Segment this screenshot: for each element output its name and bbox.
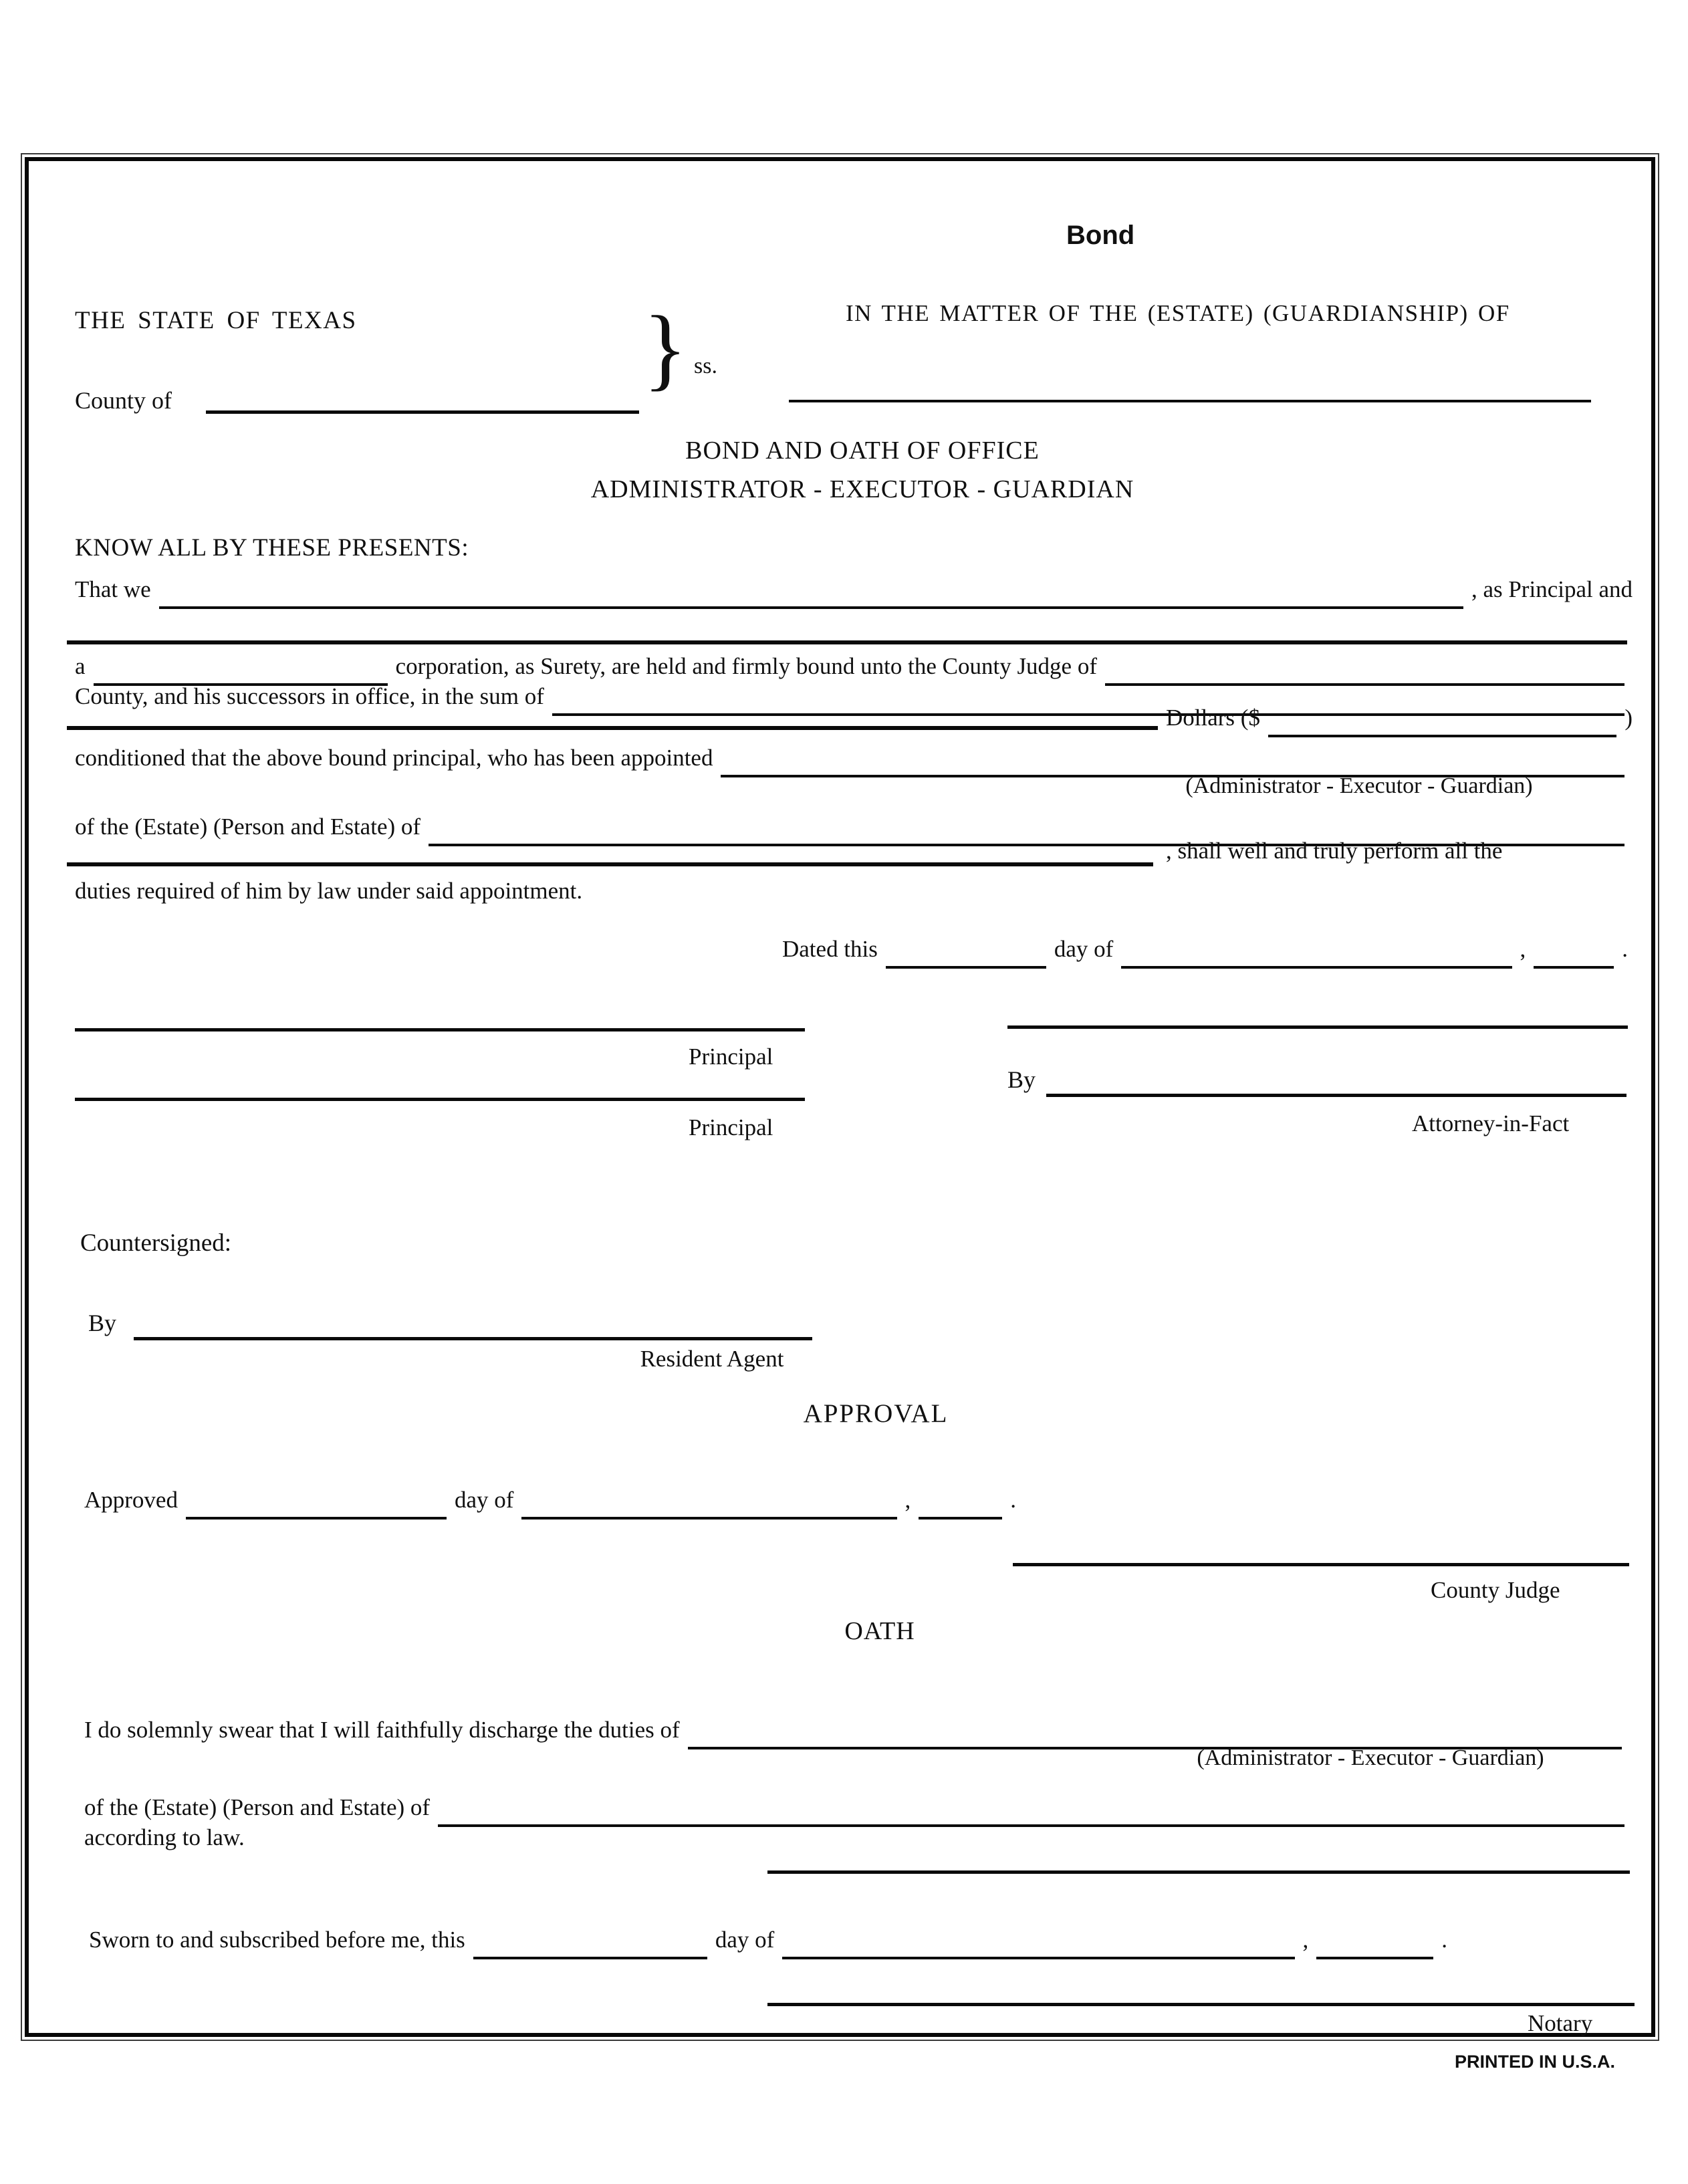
sworn-day-of-label: day of bbox=[715, 1927, 775, 1953]
matter-caption: IN THE MATTER OF THE (ESTATE) (GUARDIANSHIP) OF bbox=[846, 300, 1510, 326]
surety-name-blank bbox=[67, 640, 1627, 644]
approved-day-of-label: day of bbox=[454, 1487, 514, 1513]
of-estate-clause: of the (Estate) (Person and Estate) of bbox=[75, 814, 421, 840]
corporation-row bbox=[75, 652, 1633, 681]
form-title-line2: ADMINISTRATOR - EXECUTOR - GUARDIAN bbox=[590, 475, 1134, 503]
as-principal-label: , as Principal and bbox=[1471, 576, 1633, 602]
dated-day-of-label: day of bbox=[1054, 936, 1114, 962]
close-paren: ) bbox=[1624, 705, 1633, 731]
approved-day-blank bbox=[186, 1493, 447, 1520]
conditioned-clause: conditioned that the above bound principal, who has been appointed bbox=[75, 745, 713, 771]
oath-estate-name-blank bbox=[438, 1800, 1624, 1827]
dated-comma: , bbox=[1520, 936, 1526, 962]
county-judge-label: County Judge bbox=[1431, 1577, 1560, 1603]
approved-period: . bbox=[1010, 1487, 1016, 1513]
surety-by-label: By bbox=[1007, 1066, 1036, 1093]
county-name-blank bbox=[206, 410, 639, 414]
sworn-row bbox=[89, 1925, 1447, 1955]
oath-swear-clause: I do solemnly swear that I will faithfully discharge the duties of bbox=[84, 1717, 680, 1743]
dollars-row bbox=[1166, 703, 1633, 733]
according-clause: according to law. bbox=[84, 1824, 245, 1850]
sworn-year-blank bbox=[1316, 1933, 1433, 1959]
dollars-label: Dollars ($ bbox=[1166, 705, 1260, 731]
oath-of-estate-clause: of the (Estate) (Person and Estate) of bbox=[84, 1794, 431, 1820]
principal-name-blank bbox=[159, 582, 1463, 609]
sworn-period: . bbox=[1441, 1927, 1447, 1953]
admin-executor-guardian-note-1: (Administrator - Executor - Guardian) bbox=[1185, 773, 1533, 798]
resident-agent-signature-line bbox=[134, 1337, 812, 1340]
conditioned-row bbox=[75, 743, 1633, 773]
county-of-label: County of bbox=[75, 387, 172, 414]
dollar-amount-blank bbox=[1268, 711, 1616, 737]
principal-label-1: Principal bbox=[689, 1044, 773, 1070]
approved-month-blank bbox=[521, 1493, 896, 1520]
that-we-label: That we bbox=[75, 576, 151, 602]
estate-name-continued-blank bbox=[67, 862, 1153, 866]
oath-swear-row bbox=[84, 1715, 1630, 1745]
dated-month-blank bbox=[1121, 942, 1512, 969]
that-we-row bbox=[75, 575, 1633, 604]
sworn-clause: Sworn to and subscribed before me, this bbox=[89, 1927, 465, 1953]
sworn-comma: , bbox=[1302, 1927, 1309, 1953]
oath-signature-line bbox=[767, 1870, 1630, 1874]
shall-well-clause: , shall well and truly perform all the bbox=[1166, 838, 1503, 864]
resident-agent-label: Resident Agent bbox=[640, 1346, 784, 1372]
notary-signature-line bbox=[767, 2003, 1635, 2006]
dated-period: . bbox=[1622, 936, 1628, 962]
attorney-in-fact-label: Attorney-in-Fact bbox=[1412, 1110, 1570, 1136]
principal-label-2: Principal bbox=[689, 1114, 773, 1140]
county-successors-clause: County, and his successors in office, in the sum of bbox=[75, 683, 544, 709]
countersigned-by-label: By bbox=[88, 1310, 117, 1336]
bond-title: Bond bbox=[1066, 221, 1135, 250]
ss-label: ss. bbox=[694, 354, 717, 378]
notary-label: Notary bbox=[1528, 2010, 1593, 2036]
sworn-month-blank bbox=[782, 1933, 1294, 1959]
approved-comma: , bbox=[905, 1487, 911, 1513]
printed-in-usa-label: PRINTED IN U.S.A. bbox=[1455, 2052, 1616, 2072]
sworn-day-blank bbox=[473, 1933, 707, 1959]
admin-executor-guardian-note-2: (Administrator - Executor - Guardian) bbox=[1197, 1745, 1544, 1770]
approved-label: Approved bbox=[84, 1487, 178, 1513]
ss-brace: } bbox=[643, 297, 688, 399]
dated-row bbox=[782, 935, 1628, 964]
duties-clause: duties required of him by law under said appointment. bbox=[75, 878, 583, 904]
county-judge-signature-line bbox=[1013, 1563, 1629, 1566]
approved-row bbox=[84, 1485, 1016, 1515]
principal-signature-line-1 bbox=[75, 1028, 805, 1032]
dated-day-blank bbox=[886, 942, 1046, 969]
oath-heading: OATH bbox=[844, 1617, 915, 1645]
matter-name-blank bbox=[789, 400, 1591, 402]
dated-this-label: Dated this bbox=[782, 936, 878, 962]
oath-estate-row bbox=[84, 1793, 1633, 1822]
a-label: a bbox=[75, 653, 86, 679]
dated-year-blank bbox=[1534, 942, 1614, 969]
corporation-clause: corporation, as Surety, are held and firmly bound unto the County Judge of bbox=[395, 653, 1097, 679]
sum-words-continued-blank bbox=[67, 726, 1158, 730]
approved-year-blank bbox=[919, 1493, 1002, 1520]
principal-signature-line-2 bbox=[75, 1098, 805, 1101]
know-all-heading: KNOW ALL BY THESE PRESENTS: bbox=[75, 534, 469, 562]
approval-heading: APPROVAL bbox=[803, 1399, 949, 1428]
attorney-signature-line bbox=[1046, 1094, 1626, 1097]
state-caption: THE STATE OF TEXAS bbox=[75, 307, 357, 334]
surety-signature-line bbox=[1007, 1025, 1628, 1029]
countersigned-heading: Countersigned: bbox=[80, 1229, 232, 1257]
form-title-line1: BOND AND OATH OF OFFICE bbox=[685, 437, 1040, 465]
